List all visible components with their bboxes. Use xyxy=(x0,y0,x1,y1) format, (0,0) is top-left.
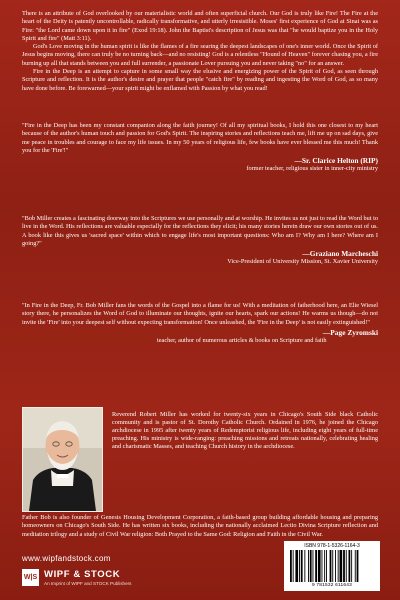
endorsement-text: "Fire in the Deep has been my constant companion along the faith journey! Of all my spiritual books, I hold this one closest to my heart because of the author's human touch and passion for God's Spirit. The inspiring stories and reflections teach me, lift me up on sad days, give me peace in troubles and courage to face my life issues. In my 50 years of religious life, few books have ever blessed me this much! Thank you for the 'Fire'!" xyxy=(22,122,378,154)
endorsement-3 xyxy=(22,302,378,345)
publisher-logo-icon: W|S xyxy=(22,569,39,586)
intro-paragraph-3: Fire in the Deep is an attempt to capture in some small way the elusive and energizing power of the Spirit of God, as seen through Scripture and reflection. It is the author's desire and prayer that people "catch fire" by reading and ingesting the Word of God, as so many have done before. Be forewarned—your spirit might be enflamed with Passion by what you read! xyxy=(22,68,378,92)
author-portrait-image xyxy=(23,408,102,511)
publisher-tagline: An Imprint of WIPF and STOCK Publishers xyxy=(44,581,132,586)
endorsement-1 xyxy=(22,122,378,173)
isbn-label: ISBN 978-1-5326-1164-3 xyxy=(304,543,360,549)
endorsement-name: —Sr. Clarice Helton (RIP) xyxy=(294,156,378,166)
author-bio-paragraph-1: Reverend Robert Miller has worked for twenty-six years in Chicago's South Side black Catholic community and is pastor of St. Dorothy Catholic Church. Ordained in 1976, he joined the Chicago archdiocese in 1995 after twenty years of Redemptorist religious life, including eight years of full-time preaching. His ministry is wide-ranging: preaching missions and retreats nationally, celebrating healing and charismatic Masses, and teaching Church history in the archdiocese. xyxy=(112,411,378,451)
intro-paragraph-2: God's Love moving in the human spirit is like the flames of a fire searing the deepest landscapes of one's inner world. Once the Spirit of Jesus begins moving, there can truly be no turning back—and no resisting! God is a relentless "Hound of Heaven" forever chasing you, a fire burning up all that stands between you and full surrender, a passionate Lover pursuing you and never taking "no" for an answer. xyxy=(22,43,378,67)
endorsement-text: "Bob Miller creates a fascinating doorway into the Scriptures we use personally and at worship. He invites us not just to read the Word but to live in the Word. His reflections are valuable especially for the reflections they elicit; his many stories herein draw our own stories out of us. A book like this gives us 'sacred space' within which to engage life's most important questions: Who am I? Why am I here? Where am I going?" xyxy=(22,215,378,247)
endorsement-2 xyxy=(22,215,378,266)
endorsement-name: —Page Zyromski xyxy=(322,327,378,337)
endorsement-role: teacher, author of numerous articles & books on Scripture and faith xyxy=(157,336,327,344)
barcode-panel xyxy=(284,541,380,591)
author-bio-continued xyxy=(22,514,378,539)
endorsement-role: Vice-President of University Mission, St. Xavier University xyxy=(227,258,378,266)
endorsement-name: —Graziano Marcheschi xyxy=(302,249,378,259)
intro-section xyxy=(22,10,378,93)
author-bio xyxy=(112,411,378,451)
author-bio-paragraph-2: Father Bob is also founder of Genesis Housing Development Corporation, a faith-based group building affordable housing and preparing homeowners on Chicago's South Side. He has written six books, including the nationally acclaimed Lectio Divina Scripture reflection and meditation trilogy and a study of Civil War religion: Both Prayed to the Same God: Religion and Faith in the Civil War. xyxy=(22,514,378,538)
intro-paragraph-1: There is an attribute of God overlooked by our materialistic world and often superficial church. Our God is truly like Fire! The Fire at the heart of the Deity is patently uncontrollable, radically transformative, and utterly irresistible. Moses' first experience of God at Sinai was as Fire: "the Lord came down upon it in fire" (Exod 19:18). John the Baptist's description of Jesus was that "he would baptize you in the Holy Spirit and fire" (Matt 3:11). xyxy=(22,10,378,42)
endorsement-text: "In Fire in the Deep, Fr. Bob Miller fans the words of the Gospel into a flame for us! With a meditation of fatherhood here, an Elie Wiesel story there, he personalizes the Word of God to illuminate our thoughts, ignite our hearts, spark our actions! He warms us though—do not invite the 'Fire' into your deepest self without expecting transformation! Once unleashed, the 'Fire in the Deep' is not easily extinguished!" xyxy=(22,302,378,326)
publisher-url[interactable]: www.wipfandstock.com xyxy=(22,554,111,563)
barcode-digits: 9 781532 611643 xyxy=(312,583,352,588)
endorsement-role: former teacher, religious sister in inner-city ministry xyxy=(246,165,378,173)
author-photo xyxy=(22,407,103,512)
publisher-name: WIPF & STOCK xyxy=(44,569,121,580)
